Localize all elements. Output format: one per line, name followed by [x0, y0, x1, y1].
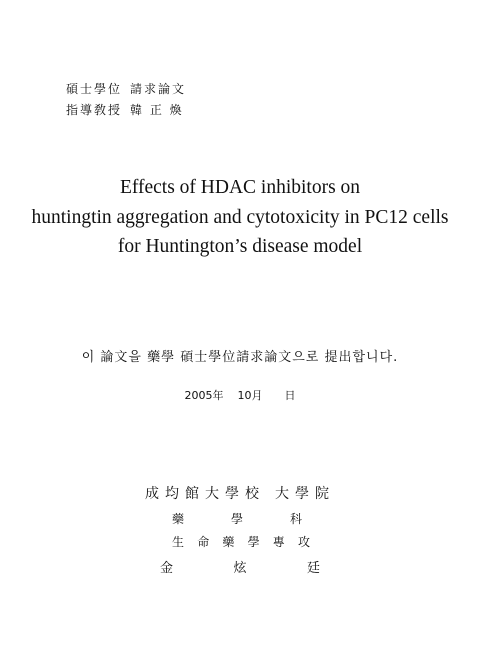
author-name-char: 廷: [306, 561, 320, 576]
submission-date: [0, 387, 480, 403]
university-line: [0, 483, 480, 503]
graduate-school-name: 大學院: [275, 486, 335, 502]
thesis-title-line-3: for Huntington’s disease model: [117, 236, 363, 257]
thesis-title-line-2: huntingtin aggregation and cytotoxicity in PC12 cells: [31, 207, 449, 228]
advisor-label: 指導敎授: [66, 103, 123, 117]
degree-label: 碩士學位: [66, 82, 123, 96]
college-char: 藥: [172, 512, 185, 526]
department-char: 專: [272, 535, 285, 549]
date-month: 10月: [237, 389, 263, 402]
author-name-char: 金: [160, 561, 174, 576]
advisor-name: 韓 正 煥: [130, 103, 184, 117]
department-line: [172, 533, 310, 550]
advisor-line: [66, 101, 184, 118]
thesis-title-line-1: Effects of HDAC inhibitors on: [119, 177, 361, 198]
college-char: 學: [230, 512, 243, 526]
university-name: 成均館大學校: [145, 486, 265, 502]
college-line: [172, 510, 302, 527]
date-day: 日: [284, 389, 296, 402]
department-char: 命: [197, 535, 210, 549]
submission-statement: 이 論文을 藥學 碩士學位請求論文으로 提出합니다.: [81, 350, 399, 365]
thesis-label: 請求論文: [130, 82, 187, 96]
department-char: 攻: [297, 535, 310, 549]
department-char: 學: [247, 535, 260, 549]
degree-line: [66, 80, 186, 97]
department-char: 藥: [222, 535, 235, 549]
date-year: 2005年: [184, 389, 224, 402]
author-name-char: 炫: [233, 561, 247, 576]
college-char: 科: [289, 512, 302, 526]
author-name-line: [160, 557, 320, 576]
department-char: 生: [172, 535, 185, 549]
